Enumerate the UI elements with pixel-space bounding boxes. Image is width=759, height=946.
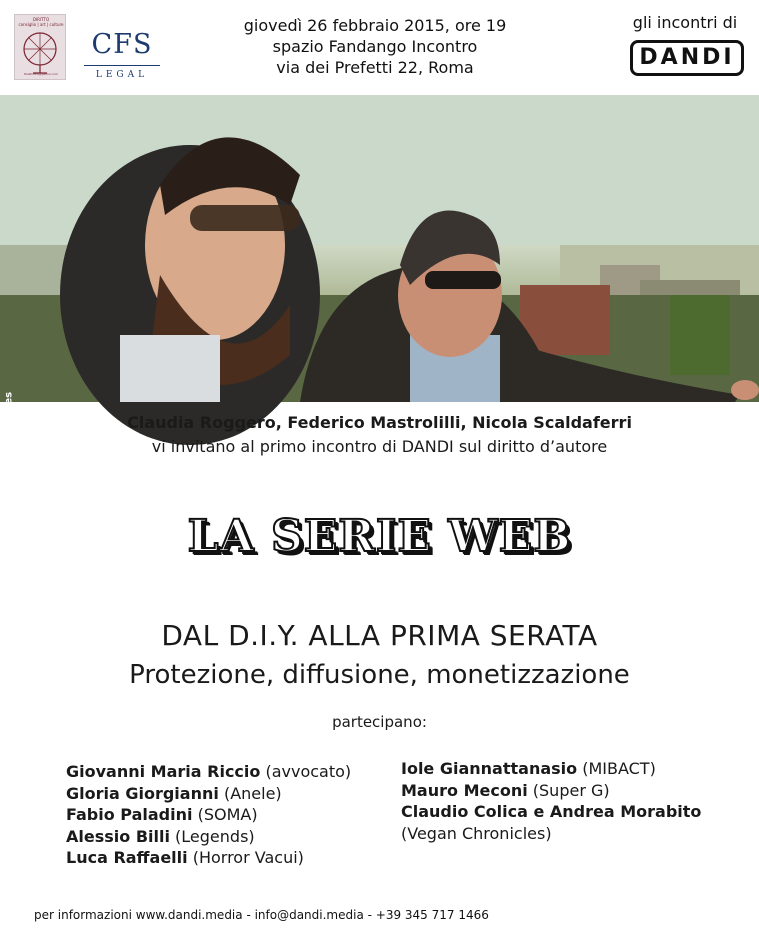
participants-right [401,758,751,844]
hero-photo-illustration [0,95,759,402]
participant-role: (Horror Vacui) [192,848,304,867]
list-item [401,758,751,780]
participants-left [66,761,396,869]
participant-role: (MIBACT) [582,759,656,778]
inviters: Claudia Roggero, Federico Mastrolilli, Nicola Scaldaferri [127,413,632,432]
dandi-label: gli incontri di [632,13,738,32]
event-info [240,15,510,78]
footer-contact: per informazioni www.dandi.media - info@dandi.media - +39 345 717 1466 [34,908,489,922]
participant-role: (avvocato) [265,762,352,781]
participant-name: Gloria Giorgianni [66,783,219,803]
participant-name: Fabio Paladini [66,805,193,824]
diritto-logo [14,14,66,80]
diritto-logo-url: theDiritto@yahoo.com [24,72,58,76]
list-item [66,804,396,826]
participant-role: (Vegan Chronicles) [401,823,552,843]
cfs-legal-logo [80,28,164,84]
cfs-logo-sub: LEGAL [95,70,149,80]
participant-name: Iole Giannattanasio [401,759,578,778]
list-item [66,783,396,805]
main-title: LA SERIE WEB [187,511,572,562]
cfs-logo-main: CFS [91,29,153,60]
list-item [66,826,396,848]
participant-name: Alessio Billi [66,826,170,846]
list-item [401,801,751,823]
list-item [66,847,396,869]
participant-role: (Anele) [223,783,282,803]
participant-name: Claudio Colica e Andrea Morabito [401,802,702,821]
participant-name: Luca Raffaelli [66,848,188,867]
event-date: giovedì 26 febbraio 2015, ore 19 [243,16,507,35]
participant-role: (Super G) [532,780,610,800]
dandi-logo: DANDI [630,40,744,76]
list-item [66,761,396,783]
cfs-logo-rule [84,65,160,66]
event-venue: spazio Fandango Incontro [272,37,478,56]
subtitle: DAL D.I.Y. ALLA PRIMA SERATA [161,619,598,652]
participant-name: Giovanni Maria Riccio [66,762,261,781]
participant-name: Mauro Meconi [401,780,528,800]
invitation-text: vi invitano al primo incontro di DANDI sul diritto d’autore [151,437,608,456]
list-item [401,823,751,845]
participants-label: partecipano: [332,713,427,731]
diritto-logo-title: DIRITTO consiglio | art | culture [18,17,64,27]
participant-role: (SOMA) [197,805,258,824]
photo-watermark-text: @thePILLSeries [3,391,15,480]
participant-role: (Legends) [175,826,255,846]
subtitle-secondary: Protezione, diffusione, monetizzazione [129,660,630,690]
list-item [401,780,751,802]
event-address: via dei Prefetti 22, Roma [276,58,474,77]
